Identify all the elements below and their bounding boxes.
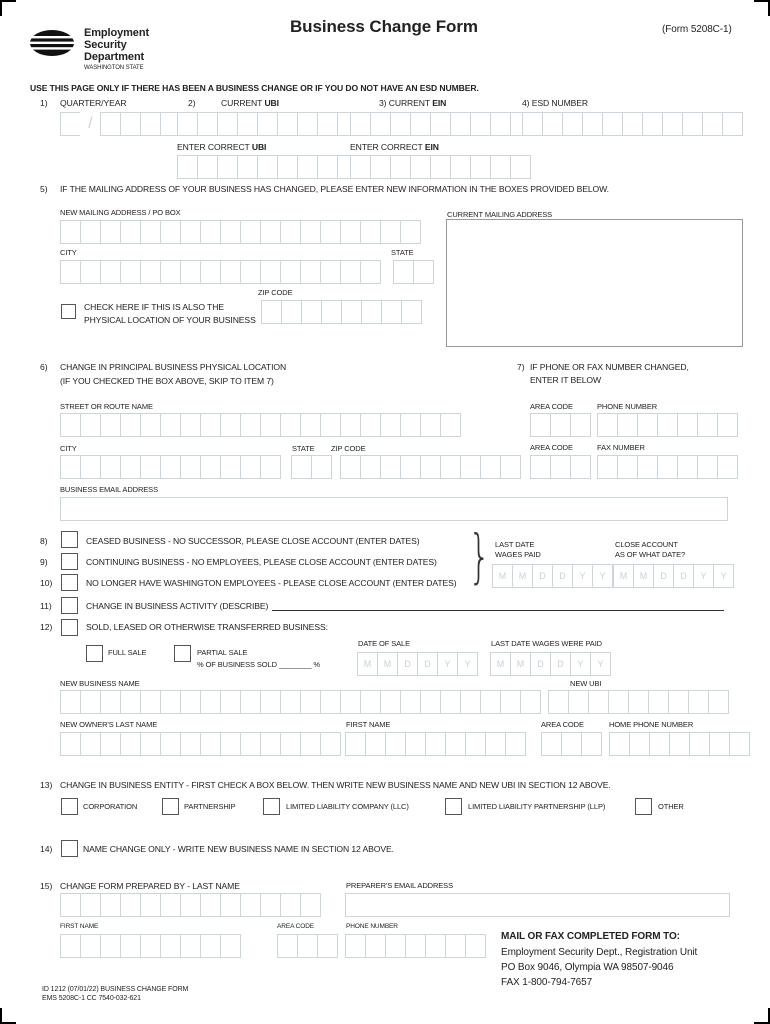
logo-line1: Employment <box>84 27 150 39</box>
llc-checkbox[interactable] <box>263 798 280 815</box>
last-wages-paid-field[interactable]: M M D D Y Y <box>490 652 611 676</box>
preparer-first-name-field[interactable] <box>60 934 241 958</box>
fax-area-label: AREA CODE <box>530 443 573 452</box>
s9-text: CONTINUING BUSINESS - NO EMPLOYEES, PLEASE CLOSE ACCOUNT (ENTER DATES) <box>86 557 437 567</box>
date-of-sale-label: DATE OF SALE <box>358 639 411 648</box>
s12-checkbox[interactable] <box>61 619 78 636</box>
home-phone-field[interactable] <box>609 732 750 756</box>
s9-num: 9) <box>40 557 48 567</box>
location-state-field[interactable] <box>291 455 332 479</box>
mail-line1: Employment Security Dept., Registration Unit <box>501 947 698 958</box>
last-date-label-2: WAGES PAID <box>495 550 541 559</box>
owner-first-name-label: FIRST NAME <box>346 720 391 729</box>
preparer-email-field[interactable] <box>345 893 730 917</box>
s7-text2: ENTER IT BELOW <box>530 375 602 385</box>
s13-num: 13) <box>40 780 53 790</box>
crop-mark <box>754 0 770 16</box>
footer-line1: ID 1212 (07/01/22) BUSINESS CHANGE FORM <box>42 986 189 993</box>
current-mailing-address-box[interactable] <box>446 219 743 347</box>
s15-text: CHANGE FORM PREPARED BY - LAST NAME <box>60 881 240 891</box>
s11-checkbox[interactable] <box>61 597 78 614</box>
crop-mark <box>754 1008 770 1024</box>
business-email-field[interactable] <box>60 497 728 521</box>
s11-text: CHANGE IN BUSINESS ACTIVITY (DESCRIBE) <box>86 601 269 611</box>
s14-num: 14) <box>40 844 53 854</box>
mail-heading: MAIL OR FAX COMPLETED FORM TO: <box>501 931 680 942</box>
s12-text: SOLD, LEASED OR OTHERWISE TRANSFERRED BUSINESS: <box>86 622 328 632</box>
s12-num: 12) <box>40 622 53 632</box>
city-label-2: CITY <box>60 444 77 453</box>
brace-icon: } <box>468 522 491 590</box>
current-ubi-field[interactable] <box>177 112 358 136</box>
preparer-email-label: PREPARER'S EMAIL ADDRESS <box>346 881 453 890</box>
owner-last-name-field[interactable] <box>60 732 341 756</box>
s10-checkbox[interactable] <box>61 574 78 591</box>
owner-first-name-field[interactable] <box>345 732 526 756</box>
s8-text: CEASED BUSINESS - NO SUCCESSOR, PLEASE CLOSE ACCOUNT (ENTER DATES) <box>86 536 420 546</box>
s11-num: 11) <box>40 601 52 611</box>
enter-correct-ein-label: ENTER CORRECT EIN <box>350 142 439 152</box>
correct-ein-field[interactable] <box>350 155 531 179</box>
corporation-label: CORPORATION <box>83 802 138 811</box>
llp-label: LIMITED LIABILITY PARTNERSHIP (LLP) <box>468 802 606 811</box>
check-label-2: PHYSICAL LOCATION OF YOUR BUSINESS <box>84 315 256 325</box>
footer-line2: EMS 5208C-1 CC 7540-032-621 <box>42 995 141 1002</box>
other-checkbox[interactable] <box>635 798 652 815</box>
preparer-first-name-label: FIRST NAME <box>60 923 99 930</box>
last-date-label-1: LAST DATE <box>495 540 535 549</box>
esd-logo-icon <box>28 28 80 58</box>
logo-line3: Department <box>84 51 145 63</box>
new-business-name-field[interactable] <box>60 690 541 714</box>
partial-sale-label: PARTIAL SALE <box>197 648 248 657</box>
new-ubi-field[interactable] <box>548 690 729 714</box>
mail-line2: PO Box 9046, Olympia WA 98507-9046 <box>501 962 674 973</box>
state-label-2: STATE <box>292 444 315 453</box>
s5-text: IF THE MAILING ADDRESS OF YOUR BUSINESS HAS CHANGED, PLEASE ENTER NEW INFORMATION IN THE BOXES PROVIDED BELOW. <box>60 184 609 194</box>
owner-area-label: AREA CODE <box>541 720 584 729</box>
current-ein-field[interactable] <box>350 112 531 136</box>
llp-checkbox[interactable] <box>445 798 462 815</box>
street-label: STREET OR ROUTE NAME <box>60 402 153 411</box>
s7-text1: IF PHONE OR FAX NUMBER CHANGED, <box>530 362 689 372</box>
corporation-checkbox[interactable] <box>61 798 78 815</box>
partnership-checkbox[interactable] <box>162 798 179 815</box>
crop-mark <box>0 0 16 16</box>
partnership-label: PARTNERSHIP <box>184 802 236 811</box>
current-mailing-address-label: CURRENT MAILING ADDRESS <box>447 210 553 219</box>
new-mailing-address-field[interactable] <box>60 220 421 244</box>
full-sale-checkbox[interactable] <box>86 645 103 662</box>
quarter-year-field[interactable]: / <box>60 112 181 136</box>
logo-line2: Security <box>84 39 127 51</box>
phone-number-field[interactable] <box>597 413 738 437</box>
correct-ubi-field[interactable] <box>177 155 358 179</box>
last-wages-paid-label: LAST DATE WAGES WERE PAID <box>491 639 602 648</box>
s10-text: NO LONGER HAVE WASHINGTON EMPLOYEES - PLEASE CLOSE ACCOUNT (ENTER DATES) <box>86 578 457 588</box>
date-of-sale-field[interactable]: M M D D Y Y <box>357 652 478 676</box>
enter-correct-ubi-label: ENTER CORRECT UBI <box>177 142 267 152</box>
s9-checkbox[interactable] <box>61 553 78 570</box>
s2-num: 2) <box>188 98 196 108</box>
new-ubi-label: NEW UBI <box>570 679 602 688</box>
llc-label: LIMITED LIABILITY COMPANY (LLC) <box>286 802 409 811</box>
new-business-name-label: NEW BUSINESS NAME <box>60 679 140 688</box>
full-sale-label: FULL SALE <box>108 648 147 657</box>
city-label: CITY <box>60 248 77 257</box>
area-code-label: AREA CODE <box>530 402 573 411</box>
s6-text2: (IF YOU CHECKED THE BOX ABOVE, SKIP TO ITEM 7) <box>60 376 274 386</box>
home-phone-label: HOME PHONE NUMBER <box>609 720 694 729</box>
s1-label: QUARTER/YEAR <box>60 98 127 108</box>
fax-number-field[interactable] <box>597 455 738 479</box>
owner-last-name-label: NEW OWNER'S LAST NAME <box>60 720 158 729</box>
preparer-last-name-field[interactable] <box>60 893 321 917</box>
s1-num: 1) <box>40 98 48 108</box>
s6-num: 6) <box>40 362 48 372</box>
s14-text: NAME CHANGE ONLY - WRITE NEW BUSINESS NAME IN SECTION 12 ABOVE. <box>83 844 394 854</box>
fax-label: FAX NUMBER <box>597 443 645 452</box>
location-city-field[interactable] <box>60 455 281 479</box>
preparer-phone-field[interactable] <box>345 934 486 958</box>
name-change-checkbox[interactable] <box>61 840 78 857</box>
s6-text1: CHANGE IN PRINCIPAL BUSINESS PHYSICAL LOCATION <box>60 362 287 372</box>
preparer-area-field[interactable] <box>277 934 338 958</box>
percent-sold-label: % OF BUSINESS SOLD ________ % <box>197 660 320 669</box>
preparer-phone-label: PHONE NUMBER <box>346 923 398 930</box>
intro-text: USE THIS PAGE ONLY IF THERE HAS BEEN A BUSINESS CHANGE OR IF YOU DO NOT HAVE AN ESD NUMBER. <box>30 83 479 93</box>
fax-area-field[interactable] <box>530 455 591 479</box>
zip-label: ZIP CODE <box>258 288 293 297</box>
owner-area-field[interactable] <box>541 732 602 756</box>
mailing-state-field[interactable] <box>393 260 434 284</box>
phone-number-label: PHONE NUMBER <box>597 402 658 411</box>
state-label: STATE <box>391 248 414 257</box>
s7-num: 7) <box>517 362 525 372</box>
s15-num: 15) <box>40 881 53 891</box>
preparer-area-label: AREA CODE <box>277 923 315 930</box>
close-account-label-2: AS OF WHAT DATE? <box>615 550 686 559</box>
new-mailing-address-label: NEW MAILING ADDRESS / PO BOX <box>60 208 181 217</box>
close-account-label-1: CLOSE ACCOUNT <box>615 540 678 549</box>
s13-text: CHANGE IN BUSINESS ENTITY - FIRST CHECK A BOX BELOW. THEN WRITE NEW BUSINESS NAME AND NEW UBI IN SECTION 12 ABOVE. <box>60 780 611 790</box>
s8-num: 8) <box>40 536 48 546</box>
phone-area-field[interactable] <box>530 413 591 437</box>
s8-checkbox[interactable] <box>61 531 78 548</box>
form-id: (Form 5208C-1) <box>662 24 732 35</box>
location-zip-field[interactable] <box>340 455 521 479</box>
other-label: OTHER <box>658 802 684 811</box>
esd-number-field[interactable] <box>522 112 743 136</box>
mailing-zip-field[interactable] <box>261 300 422 324</box>
physical-location-checkbox[interactable] <box>61 304 76 319</box>
page-title: Business Change Form <box>290 17 478 36</box>
close-account-date-field[interactable]: M M D D Y Y <box>613 564 734 588</box>
last-wages-date-field[interactable]: M M D D Y Y <box>492 564 613 588</box>
check-label-1: CHECK HERE IF THIS IS ALSO THE <box>84 302 224 312</box>
activity-line[interactable] <box>272 610 724 611</box>
mailing-city-field[interactable] <box>60 260 381 284</box>
s10-num: 10) <box>40 578 53 588</box>
s5-num: 5) <box>40 184 48 194</box>
business-email-label: BUSINESS EMAIL ADDRESS <box>60 485 158 494</box>
s3-label: 3) CURRENT EIN <box>379 98 447 108</box>
s4-label: 4) ESD NUMBER <box>522 98 589 108</box>
logo-sub: WASHINGTON STATE <box>84 65 144 71</box>
zip-label-2: ZIP CODE <box>331 444 366 453</box>
s2-label: CURRENT UBI <box>221 98 279 108</box>
street-field[interactable] <box>60 413 461 437</box>
crop-mark <box>0 1008 16 1024</box>
mail-fax: FAX 1-800-794-7657 <box>501 977 593 988</box>
partial-sale-checkbox[interactable] <box>174 645 191 662</box>
